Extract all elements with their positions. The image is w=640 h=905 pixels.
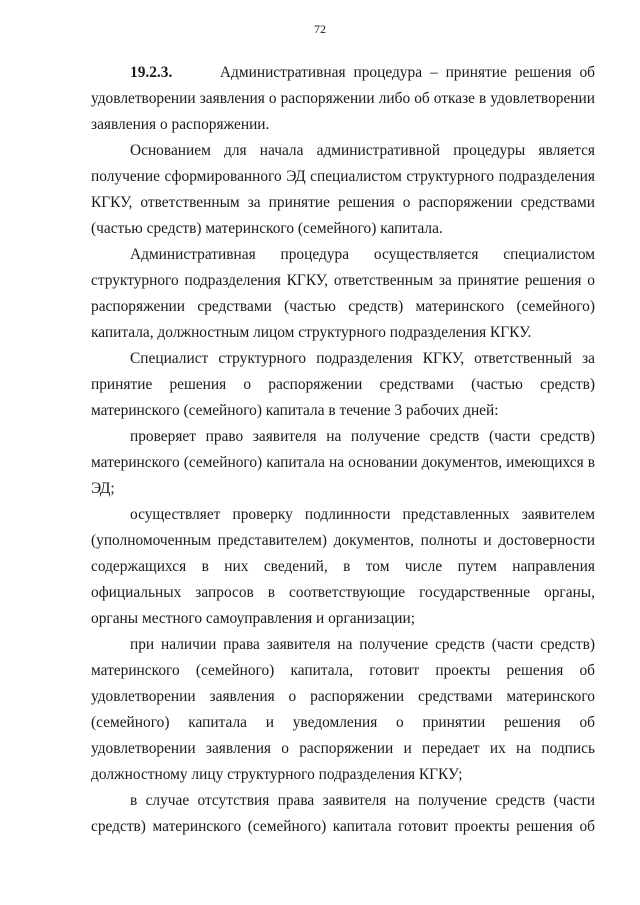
document-body [91,60,595,840]
paragraph: проверяет право заявителя на получение средств (части средств) материнского (семейного) капитала на основании документов, имеющихся в ЭД; [91,428,595,497]
section-heading [91,60,595,138]
paragraph: Административная процедура осуществляется специалистом структурного подразделения КГКУ, ответственным за принятие решения о распоряжении средствами (частью средств) материнского (семейного) капитала, должностным лицом структурного подразделения КГКУ. [91,246,595,341]
paragraph: в случае отсутствия права заявителя на получение средств (части средств) материнского (семейного) капитала готовит проекты решения об [91,792,595,835]
section-title: Административная процедура – принятие решения об удовлетворении заявления о распоряжении либо об отказе в удовлетворении заявления о распоряжении. [91,64,595,133]
paragraph: при наличии права заявителя на получение средств (части средств) материнского (семейного) капитала, готовит проекты решения об удовлетворении заявления о распоряжении средствами материнского (семейного) капитала и уведомления о принятии решения об удовлетворении заявления о распоряжении и передает их на подпись должностному лицу структурного подразделения КГКУ; [91,636,595,783]
paragraph: осуществляет проверку подлинности представленных заявителем (уполномоченным представителем) документов, полноты и достоверности содержащихся в них сведений, в том числе путем направления официальных запросов в соответствующие государственные органы, органы местного самоуправления и организации; [91,506,595,627]
page-number: 72 [314,22,326,36]
paragraph: Специалист структурного подразделения КГКУ, ответственный за принятие решения о распоряжении средствами (частью средств) материнского (семейного) капитала в течение 3 рабочих дней: [91,350,595,419]
section-number: 19.2.3. [130,64,173,81]
paragraph: Основанием для начала административной процедуры является получение сформированного ЭД специалистом структурного подразделения КГКУ, ответственным за принятие решения о распоряжении средствами (частью средств) материнского (семейного) капитала. [91,142,595,237]
